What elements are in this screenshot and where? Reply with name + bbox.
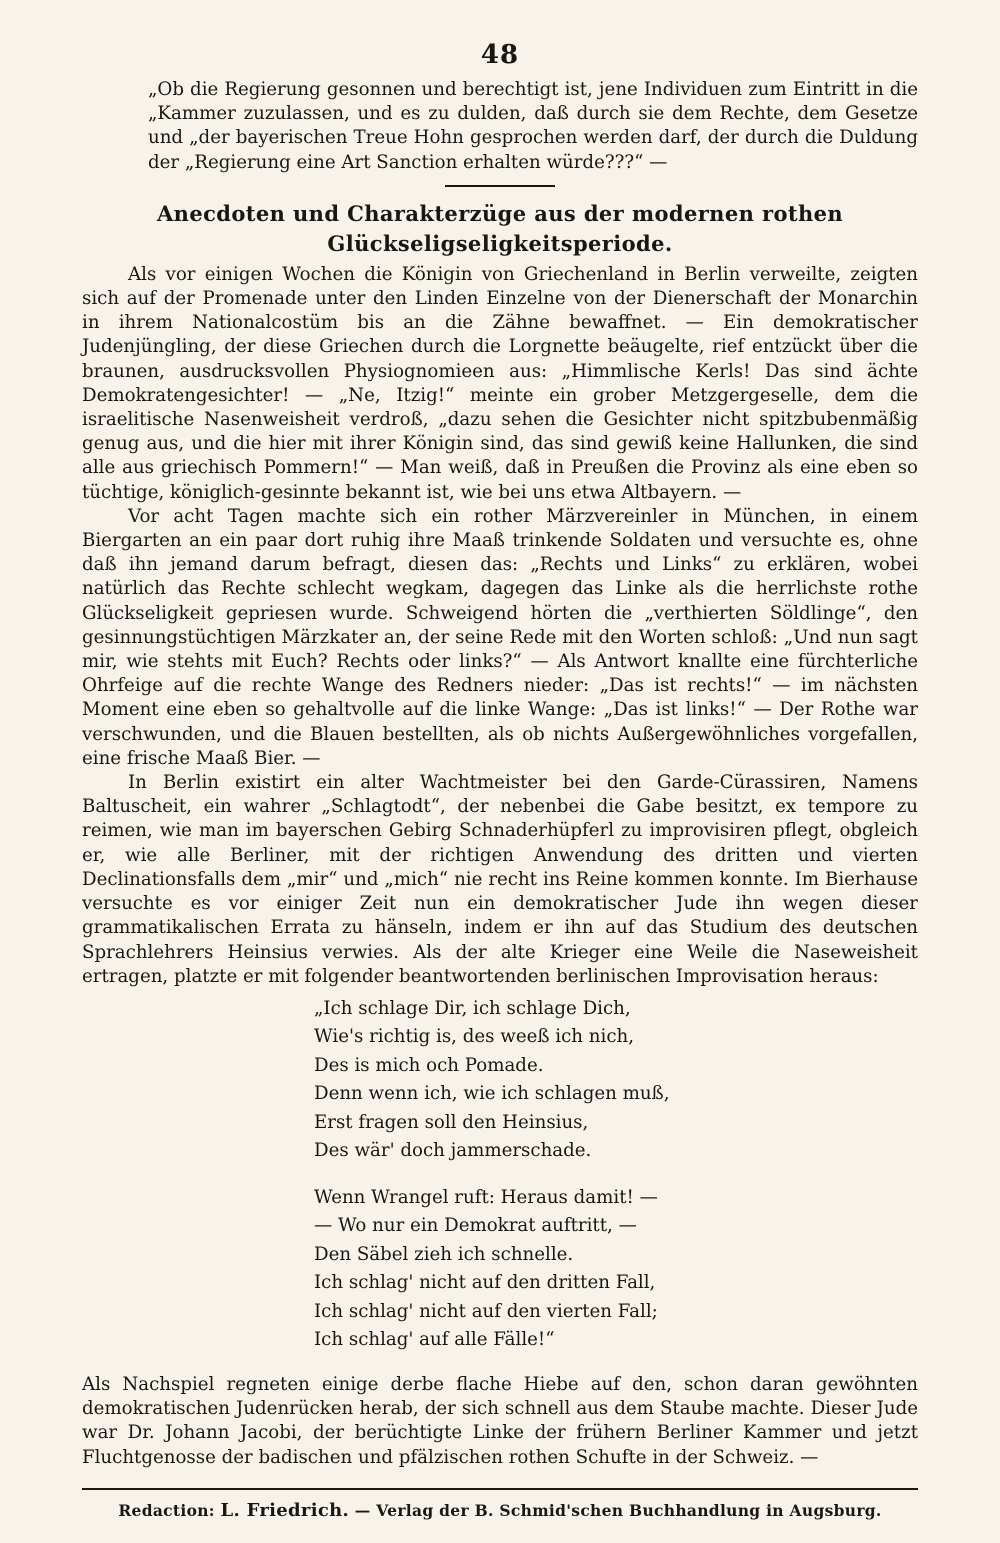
section-title-line-1: Anecdoten und Charakterzüge aus der modernen rothen (156, 200, 844, 226)
closing-paragraph: Als Nachspiel regneten einige derbe flache Hiebe auf den, schon daran gewöhnten demokratischen Judenrücken herab, der sich schnell aus dem Staube machte. Dieser Jude war Dr. Johann Jacobi, der berüchtigte Linke der frühern Berliner Kammer und jetzt Fluchtgenosse der badischen und pfälzischen rothen Schufte in der Schweiz. — (82, 1373, 918, 1468)
poem-line: Wenn Wrangel ruft: Heraus damit! — (314, 1186, 658, 1208)
paragraph-greek-queen: Als vor einigen Wochen die Königin von Griechenland in Berlin verweilte, zeigten sich auf der Promenade unter den Linden Einzelne von der Dienerschaft der Monarchin in ihrem Nationalcostüm bis an die Zähne bewaffnet. — Ein demokratischer Judenjüngling, der diese Griechen durch die Lorgnette beäugelte, rief entzückt über die braunen, ausdrucksvollen Physiognomieen aus: „Himmlische Kerls! Das sind ächte Demokratengesichter! — „Ne, Itzig!“ meinte ein grober Metzgergeselle, dem die israelitische Nasenweisheit verdroß, „dazu sehen die Gesichter nicht spitzbubenmäßig genug aus, und die hier mit ihrer Königin sind, das sind gewiß keine Hallunken, die sind alle aus griechisch Pommern!“ — Man weiß, daß in Preußen die Provinz als eine eben so tüchtige, königlich-gesinnte bekannt ist, wie bei uns etwa Altbayern. — (82, 263, 918, 503)
poem-line: Ich schlag' nicht auf den dritten Fall, (314, 1272, 656, 1294)
poem-stanza-2 (314, 1184, 918, 1355)
poem-line: Des is mich och Pomade. (314, 1054, 544, 1076)
poem-line: Wie's richtig is, des weeß ich nich, (314, 1026, 634, 1048)
poem-line: Des wär' doch jammerschade. (314, 1140, 592, 1162)
section-divider (445, 185, 555, 187)
poem-line: — Wo nur ein Demokrat auftritt, — (314, 1215, 637, 1237)
poem-line: Den Säbel zieh ich schnelle. (314, 1243, 574, 1265)
page-number: 48 (480, 40, 520, 70)
poem-line: Ich schlag' auf alle Fälle!“ (314, 1329, 555, 1351)
editor-name: L. Friedrich. (220, 1499, 350, 1521)
poem (314, 995, 918, 1355)
intro-quote: „Ob die Regierung gesonnen und berechtigt ist, jene Individuen zum Eintritt in die „Kammer zuzulassen, und es zu dulden, daß durch sie dem Rechte, dem Gesetze und „der bayerischen Treue Hohn gesprochen werden darf, der durch die Duldung der „Regierung eine Art Sanction erhalten würde???“ — (148, 79, 918, 173)
poem-line: Ich schlag' nicht auf den vierten Fall; (314, 1300, 658, 1322)
paragraph-munich-beergarden: Vor acht Tagen machte sich ein rother Märzvereinler in München, in einem Biergarten an ein paar dort ruhig ihre Maaß trinkende Soldaten und versuchte es, ohne daß ihn jemand darum befragt, diesen das: „Rechts und Links“ zu erklären, wobei natürlich das Rechte schlecht wegkam, dagegen das Linke als die herrlichste rothe Glückseligkeit gepriesen wurde. Schweigend hörten die „verthierten Söldlinge“, den gesinnungstüchtigen Märzkater an, der seine Rede mit den Worten schloß: „Und nun sagt mir, wie stehts mit Euch? Rechts oder links?“ — Als Antwort knallte eine fürchterliche Ohrfeige auf die rechte Wange des Redners nieder: „Das ist rechts!“ — im nächsten Moment eine eben so gehaltvolle auf die linke Wange: „Das ist links!“ — Der Rothe war verschwunden, und die Blauen bestellten, als ob nichts Außergewöhnliches vorgefallen, eine frische Maaß Bier. — (82, 505, 918, 769)
section-title-line-2: Glückseligseligkeitsperiode. (327, 230, 673, 256)
redaction-label: Redaction: (118, 1500, 215, 1520)
footer-divider (82, 1488, 918, 1490)
poem-line: Erst fragen soll den Heinsius, (314, 1111, 589, 1133)
poem-line: „Ich schlage Dir, ich schlage Dich, (314, 997, 631, 1019)
section-title (82, 199, 918, 259)
poem-stanza-1 (314, 995, 918, 1166)
imprint-footer (82, 1500, 918, 1521)
paragraph-berlin-sergeant: In Berlin existirt ein alter Wachtmeister bei den Garde-Cürassiren, Namens Baltuscheit, ein wahrer „Schlagtodt“, der nebenbei die Gabe besitzt, ex tempore zu reimen, wie man im bayerschen Gebirg Schnaderhüpferl zu improvisiren pflegt, obgleich er, wie alle Berliner, mit der richtigen Anwendung des dritten und vierten Declinationsfalls dem „mir“ und „mich“ nie recht ins Reine kommen konnte. Im Bierhause versuchte es vor einiger Zeit nun ein demokratischer Jude ihn wegen dieser grammatikalischen Errata zu hänseln, indem er ihn auf das Studium des deutschen Sprachlehrers Heinsius verwies. Als der alte Krieger eine Weile die Naseweisheit ertragen, platzte er mit folgender beantwortenden berlinischen Improvisation heraus: (82, 772, 918, 987)
poem-line: Denn wenn ich, wie ich schlagen muß, (314, 1083, 670, 1105)
publisher-text: — Verlag der B. Schmid'schen Buchhandlung in Augsburg. (354, 1500, 882, 1520)
